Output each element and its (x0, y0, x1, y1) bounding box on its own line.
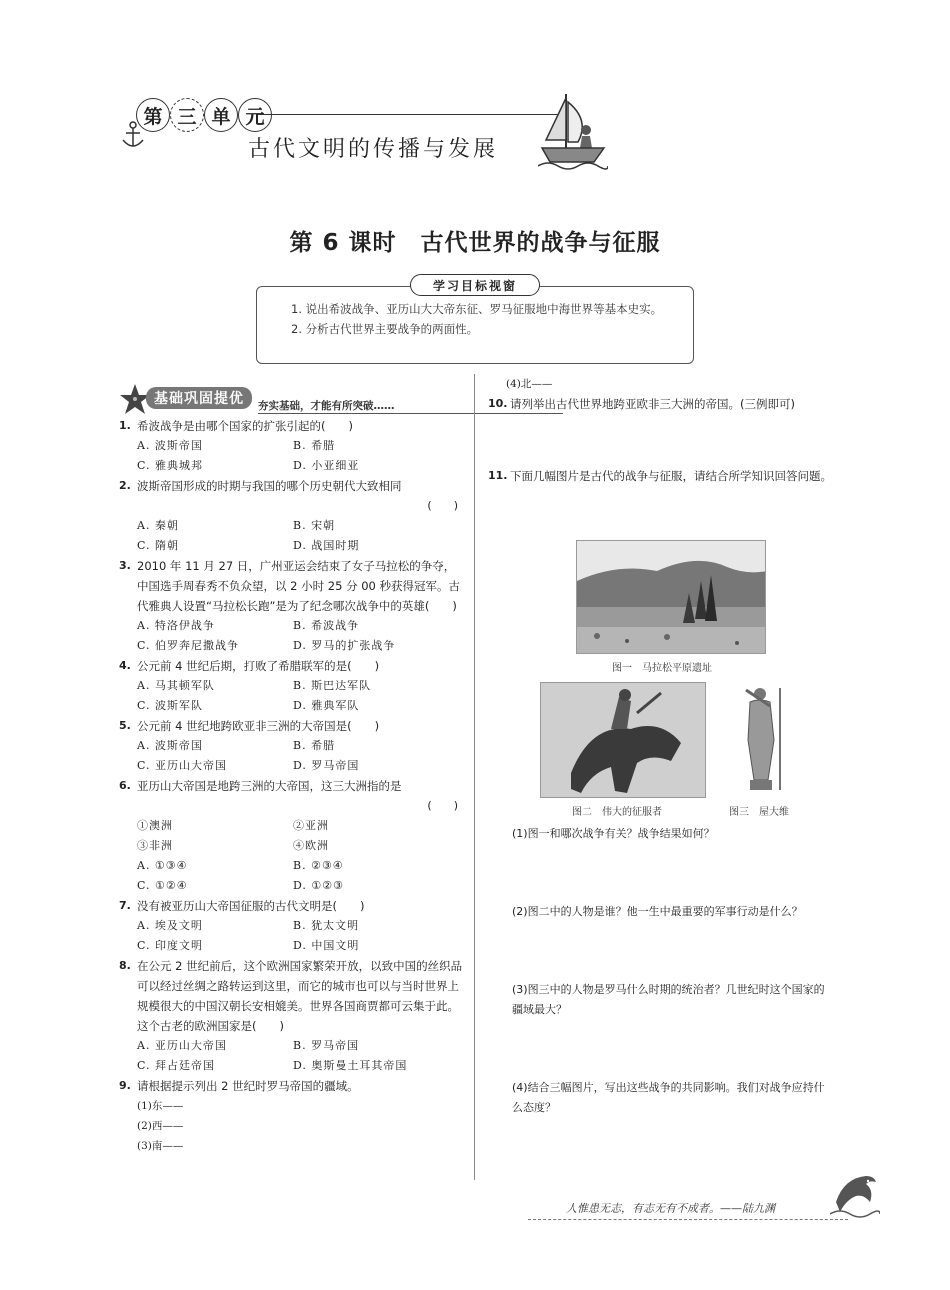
option: ①澳洲 (137, 819, 173, 832)
option: ③非洲 (137, 839, 173, 852)
unit-char-2: 三 (170, 98, 204, 132)
question-text: 请根据提示列出 2 世纪时罗马帝国的疆域。 (137, 1079, 359, 1093)
unit-char-4: 元 (238, 98, 272, 132)
answer-paren: ( ) (427, 499, 458, 512)
unit-char-3: 单 (204, 98, 238, 132)
answer-line: (2)西—— (137, 1120, 184, 1132)
figure-conqueror-statue (540, 682, 706, 798)
option: D. 罗马帝国 (293, 759, 360, 772)
answer-line: (4)北—— (506, 378, 553, 390)
question-text: 在公元 2 世纪前后，这个欧洲国家繁荣开放，以致中国的丝织品可以经过丝绸之路转运到这里，而它的城市也可以与当时世界上规模很大的中国汉朝长安相媲美。世界各国商贾都可云集于此。这个古老的欧洲国家是( ) (137, 959, 463, 1033)
unit-subtitle: 古代文明的传播与发展 (248, 137, 499, 162)
lesson-title (0, 224, 950, 257)
question-2 (119, 476, 464, 556)
subquestion-2: (2)图二中的人物是谁？他一生中最重要的军事行动是什么？ (512, 905, 803, 918)
question-10 (488, 394, 833, 414)
option: C. 伯罗奔尼撒战争 (137, 639, 240, 652)
right-column (488, 374, 833, 486)
question-number: 7. (119, 899, 131, 912)
question-4 (119, 656, 464, 716)
option: B. 犹太文明 (293, 919, 360, 932)
unit-header (118, 92, 618, 172)
option: C. 隋朝 (137, 539, 180, 552)
option: D. 罗马的扩张战争 (293, 639, 396, 652)
answer-paren: ( ) (427, 799, 458, 812)
objectives-box (256, 286, 694, 364)
question-text: 亚历山大帝国是地跨三洲的大帝国，这三大洲指的是 (137, 779, 402, 793)
footer-quote: 人惟患无志，有志无有不成者。——陆九渊 (566, 1202, 775, 1215)
answer-line: (1)东—— (137, 1100, 184, 1112)
option: C. 印度文明 (137, 939, 204, 952)
option: A. 秦朝 (137, 519, 179, 532)
option: D. 战国时期 (293, 539, 360, 552)
question-9 (119, 1076, 464, 1156)
figure-3-caption: 图三 屋大维 (729, 807, 789, 818)
option: D. 中国文明 (293, 939, 360, 952)
option: ②亚洲 (293, 819, 329, 832)
option: A. 马其顿军队 (137, 679, 215, 692)
option: B. 宋朝 (293, 519, 336, 532)
question-3 (119, 556, 464, 656)
question-6 (119, 776, 464, 896)
question-8 (119, 956, 464, 1076)
option: A. 波斯帝国 (137, 739, 203, 752)
lesson-number: 第 6 课时 (289, 230, 397, 256)
option: D. 小亚细亚 (293, 459, 360, 472)
option: A. 特洛伊战争 (137, 619, 215, 632)
option: D. 奥斯曼土耳其帝国 (293, 1059, 408, 1072)
option: C. ①②④ (137, 879, 188, 892)
section-title: 基础巩固提优 (146, 387, 252, 409)
question-number: 6. (119, 779, 131, 792)
question-number: 9. (119, 1079, 131, 1092)
option: A. 波斯帝国 (137, 439, 203, 452)
question-text: 公元前 4 世纪后期，打败了希腊联军的是( ) (137, 659, 380, 673)
subquestion-4: (4)结合三幅图片，写出这些战争的共同影响。我们对战争应持什么态度？ (512, 1081, 825, 1114)
option: A. 亚历山大帝国 (137, 1039, 227, 1052)
option: C. 亚历山大帝国 (137, 759, 228, 772)
question-11 (488, 466, 833, 486)
question-text: 希波战争是由哪个国家的扩张引起的( ) (137, 419, 353, 433)
option: B. 斯巴达军队 (293, 679, 372, 692)
question-text: 波斯帝国形成的时期与我国的哪个历史朝代大致相同 (137, 479, 402, 493)
option: ④欧洲 (293, 839, 329, 852)
figure-octavian-statue (732, 680, 792, 798)
question-number: 10. (488, 397, 508, 410)
question-number: 5. (119, 719, 131, 732)
question-number: 3. (119, 559, 131, 572)
question-5 (119, 716, 464, 776)
option: B. 罗马帝国 (293, 1039, 360, 1052)
question-1 (119, 416, 464, 476)
question-number: 4. (119, 659, 131, 672)
option: A. 埃及文明 (137, 919, 203, 932)
option: C. 雅典城邦 (137, 459, 204, 472)
q11-subquestions (512, 824, 834, 1118)
question-7 (119, 896, 464, 956)
column-divider (474, 374, 475, 1180)
lesson-name: 古代世界的战争与征服 (420, 230, 661, 256)
option: B. 希波战争 (293, 619, 360, 632)
question-number: 11. (488, 469, 508, 482)
footer-rule (528, 1219, 848, 1220)
unit-rule (258, 114, 558, 115)
option: D. ①②③ (293, 879, 345, 892)
option: C. 拜占廷帝国 (137, 1059, 216, 1072)
dolphin-icon (830, 1168, 880, 1218)
figure-1-caption: 图一 马拉松平原遗址 (612, 663, 712, 674)
unit-char-1: 第 (136, 98, 170, 132)
question-number: 2. (119, 479, 131, 492)
option: C. 波斯军队 (137, 699, 204, 712)
objective-item: 1. 说出希波战争、亚历山大大帝东征、罗马征服地中海世界等基本史实。 (291, 302, 663, 316)
question-text: 没有被亚历山大帝国征服的古代文明是( ) (137, 899, 365, 913)
question-number: 1. (119, 419, 131, 432)
section-badge (118, 382, 448, 416)
option: A. ①③④ (137, 859, 188, 872)
question-number: 8. (119, 959, 131, 972)
answer-line: (3)南—— (137, 1140, 184, 1152)
question-text: 公元前 4 世纪地跨欧亚非三洲的大帝国是( ) (137, 719, 380, 733)
option: B. 希腊 (293, 439, 336, 452)
figure-marathon-plain (576, 540, 766, 654)
option: B. 希腊 (293, 739, 336, 752)
option: D. 雅典军队 (293, 699, 360, 712)
question-text: 2010 年 11 月 27 日，广州亚运会结束了女子马拉松的争夺，中国选手周春秀不负众望，以 2 小时 25 分 00 秒获得冠军。古代雅典人设置“马拉松长跑”是为了纪念哪次战争中的英雄( ) (137, 559, 461, 613)
question-text: 请列举出古代世界地跨亚欧非三大洲的帝国。(三例即可) (510, 397, 795, 411)
subquestion-3: (3)图三中的人物是罗马什么时期的统治者？几世纪时这个国家的疆域最大？ (512, 983, 825, 1016)
objectives-label: 学习目标视窗 (410, 274, 540, 296)
question-text: 下面几幅图片是古代的战争与征服，请结合所学知识回答问题。 (510, 469, 832, 483)
left-column (119, 416, 464, 1156)
option: B. ②③④ (293, 859, 344, 872)
section-subtitle: 夯实基础，才能有所突破…… (258, 400, 395, 412)
objective-item: 2. 分析古代世界主要战争的两面性。 (291, 322, 479, 336)
subquestion-1: (1)图一和哪次战争有关？战争结果如何？ (512, 827, 715, 840)
figure-2-caption: 图二 伟大的征服者 (572, 807, 662, 818)
sailboat-icon (538, 90, 608, 172)
